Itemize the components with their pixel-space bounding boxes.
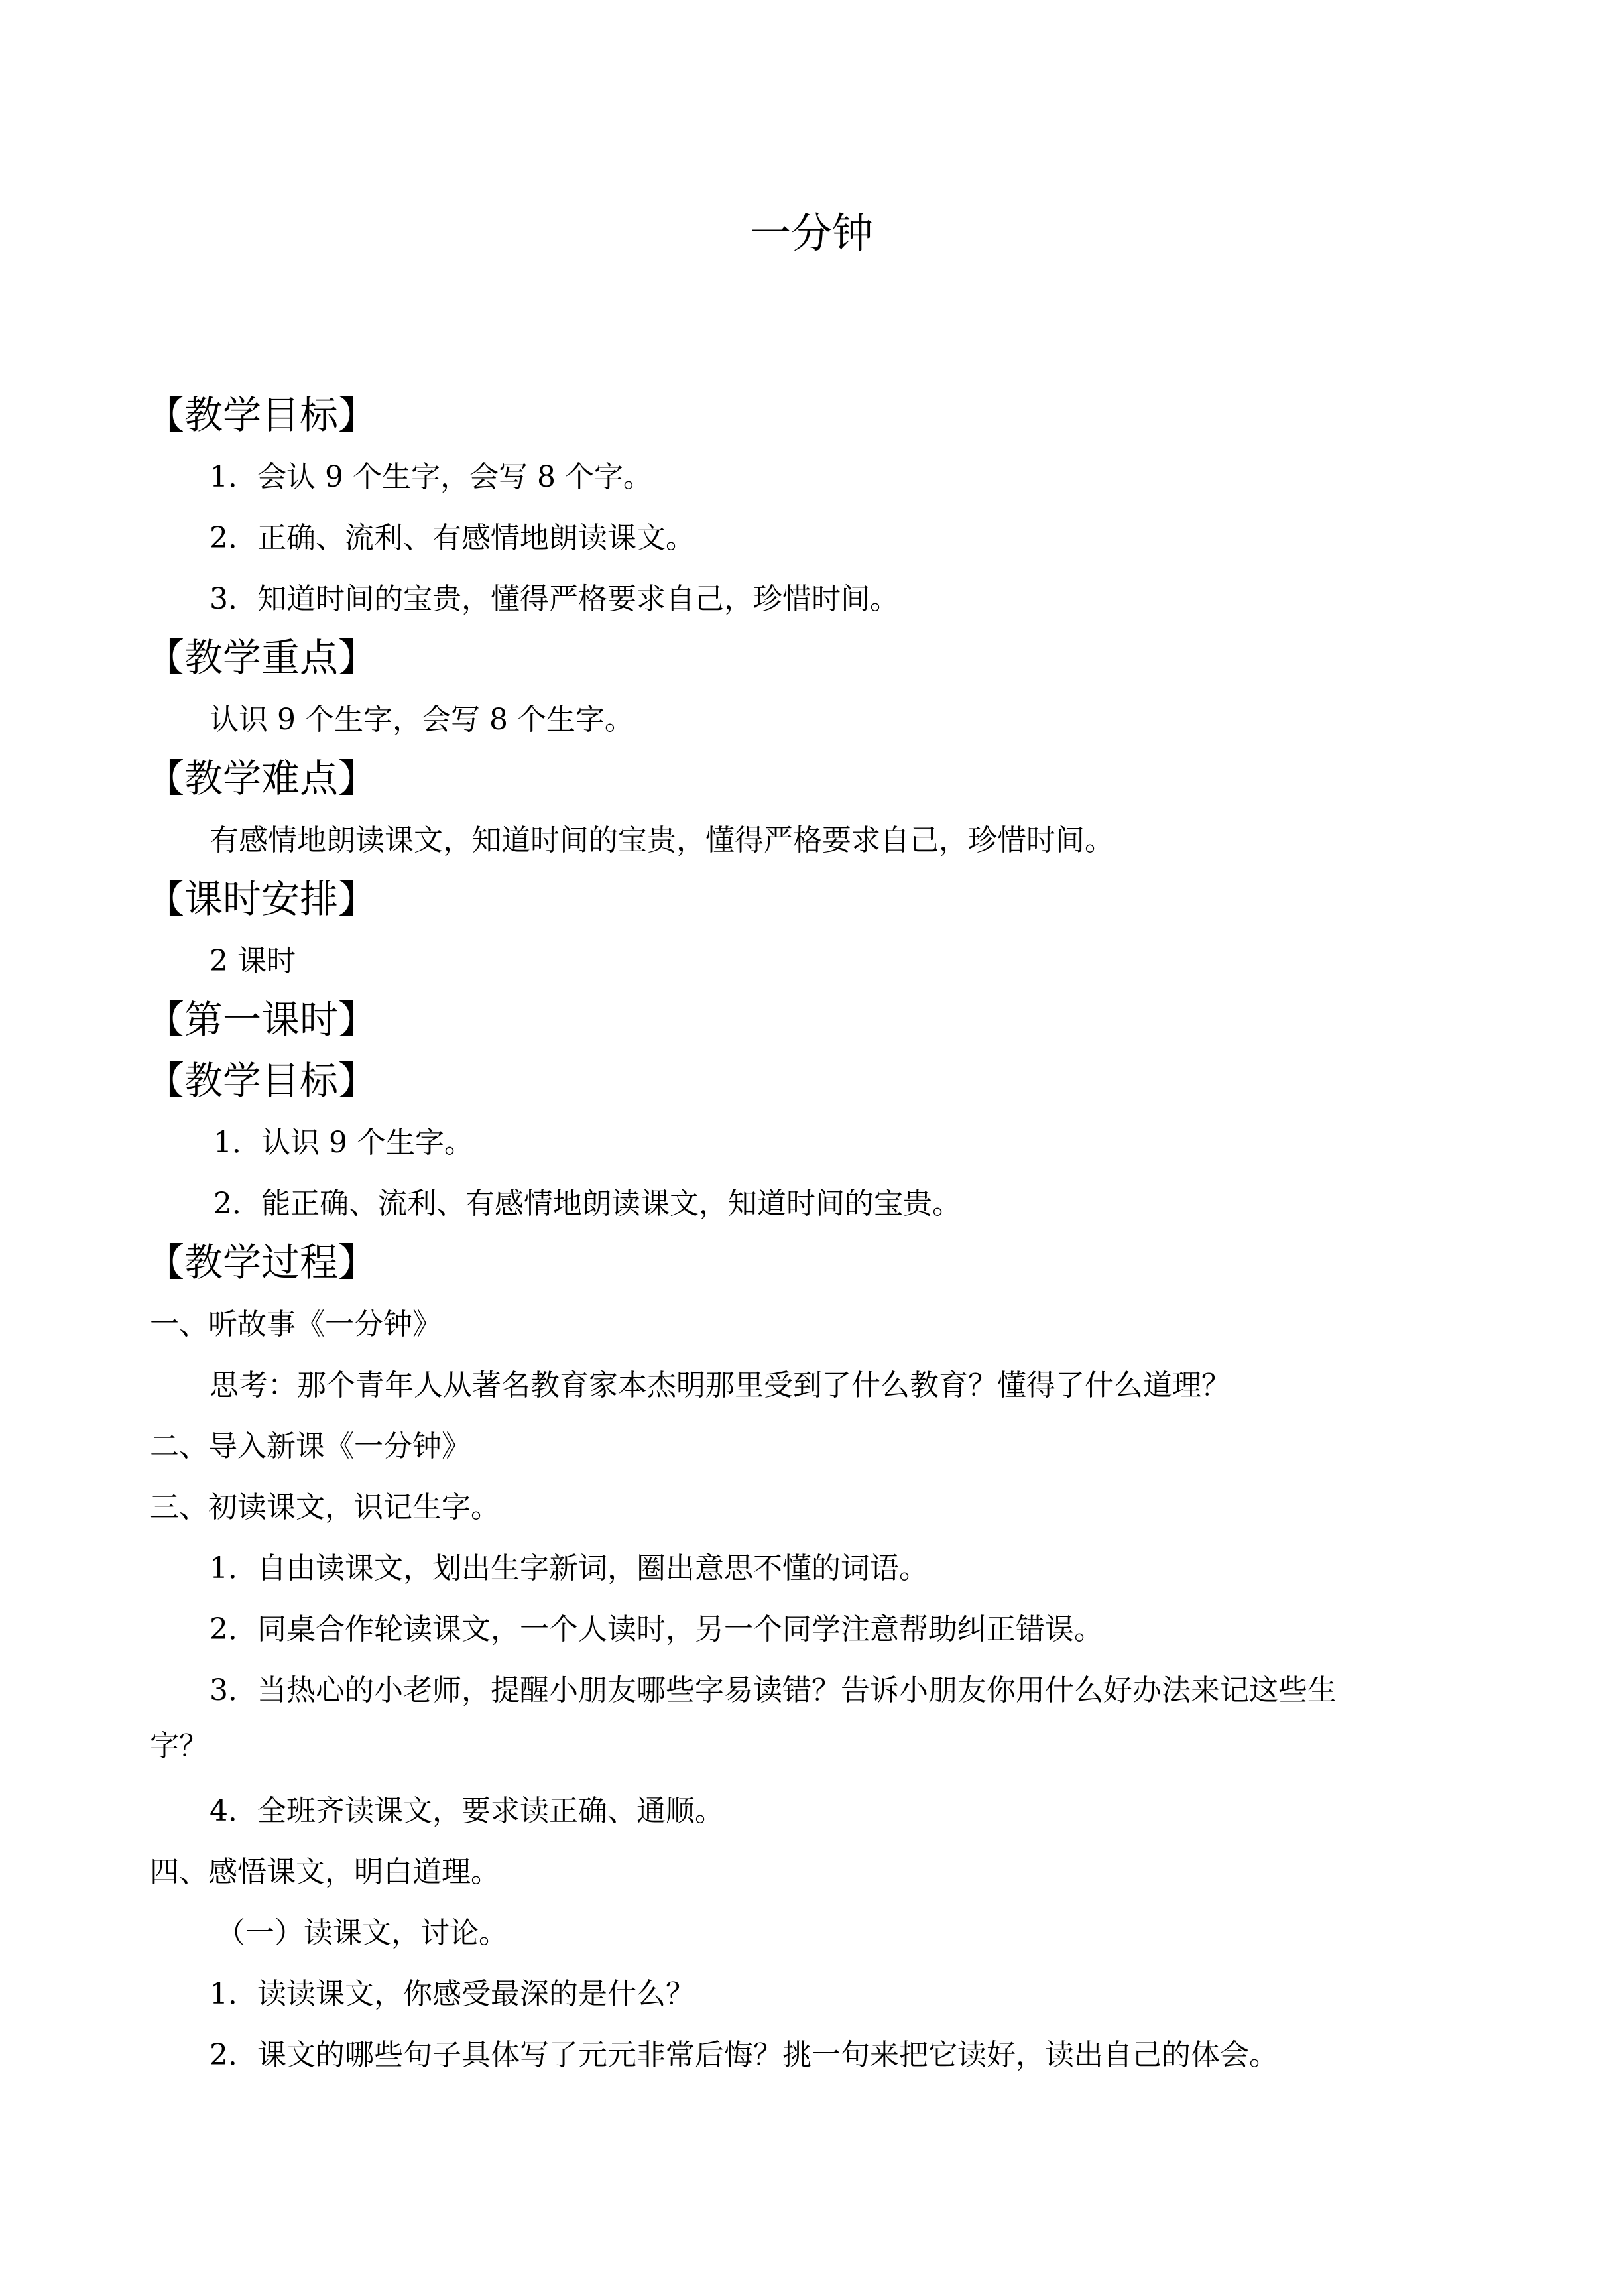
lesson-objectives-heading: 【教学目标】 [146,1058,377,1103]
step3-item-2: 2．同桌合作轮读课文，一个人读时，另一个同学注意帮助纠正错误。 [210,1612,1103,1646]
lesson-objective-item-1: 1．认识 9 个生字。 [213,1126,473,1160]
process-step-4: 四、感悟课文，明白道理。 [150,1855,500,1889]
key-points-heading: 【教学重点】 [146,635,377,680]
step3-item-4: 4．全班齐读课文，要求读正确、通顺。 [210,1794,724,1828]
process-step-3: 三、初读课文，识记生字。 [150,1490,500,1524]
step3-item-3: 3．当热心的小老师，提醒小朋友哪些字易读错？告诉小朋友你用什么好办法来记这些生 [210,1673,1337,1707]
step4-item-1: 1．读读课文，你感受最深的是什么？ [210,1977,695,2011]
process-heading: 【教学过程】 [146,1240,377,1285]
step3-item-1: 1．自由读课文，划出生字新词，圈出意思不懂的词语。 [210,1551,928,1585]
schedule-text: 2 课时 [210,944,296,978]
process-step-2: 二、导入新课《一分钟》 [150,1429,471,1463]
process-step-1: 一、听故事《一分钟》 [150,1307,442,1341]
step4-item-2: 2．课文的哪些句子具体写了元元非常后悔？挑一句来把它读好，读出自己的体会。 [210,2038,1278,2072]
objective-item-3: 3．知道时间的宝贵，懂得严格要求自己，珍惜时间。 [210,582,899,616]
objective-item-2: 2．正确、流利、有感情地朗读课文。 [210,521,695,555]
key-points-text: 认识 9 个生字，会写 8 个生字。 [210,703,634,737]
process-step-1-think: 思考：那个青年人从著名教育家本杰明那里受到了什么教育？懂得了什么道理？ [210,1368,1231,1402]
difficulties-text: 有感情地朗读课文，知道时间的宝贵，懂得严格要求自己，珍惜时间。 [210,823,1114,857]
schedule-heading: 【课时安排】 [146,876,377,922]
lesson-objective-item-2: 2．能正确、流利、有感情地朗读课文，知道时间的宝贵。 [213,1187,961,1221]
objectives-heading: 【教学目标】 [146,393,377,438]
step4-subheading: （一）读课文，讨论。 [216,1916,508,1950]
difficulties-heading: 【教学难点】 [146,756,377,801]
document-title: 一分钟 [749,209,873,257]
step3-item-3-continuation: 字？ [150,1729,208,1763]
objective-item-1: 1．会认 9 个生字，会写 8 个字。 [210,460,652,494]
first-lesson-heading: 【第一课时】 [146,997,377,1042]
